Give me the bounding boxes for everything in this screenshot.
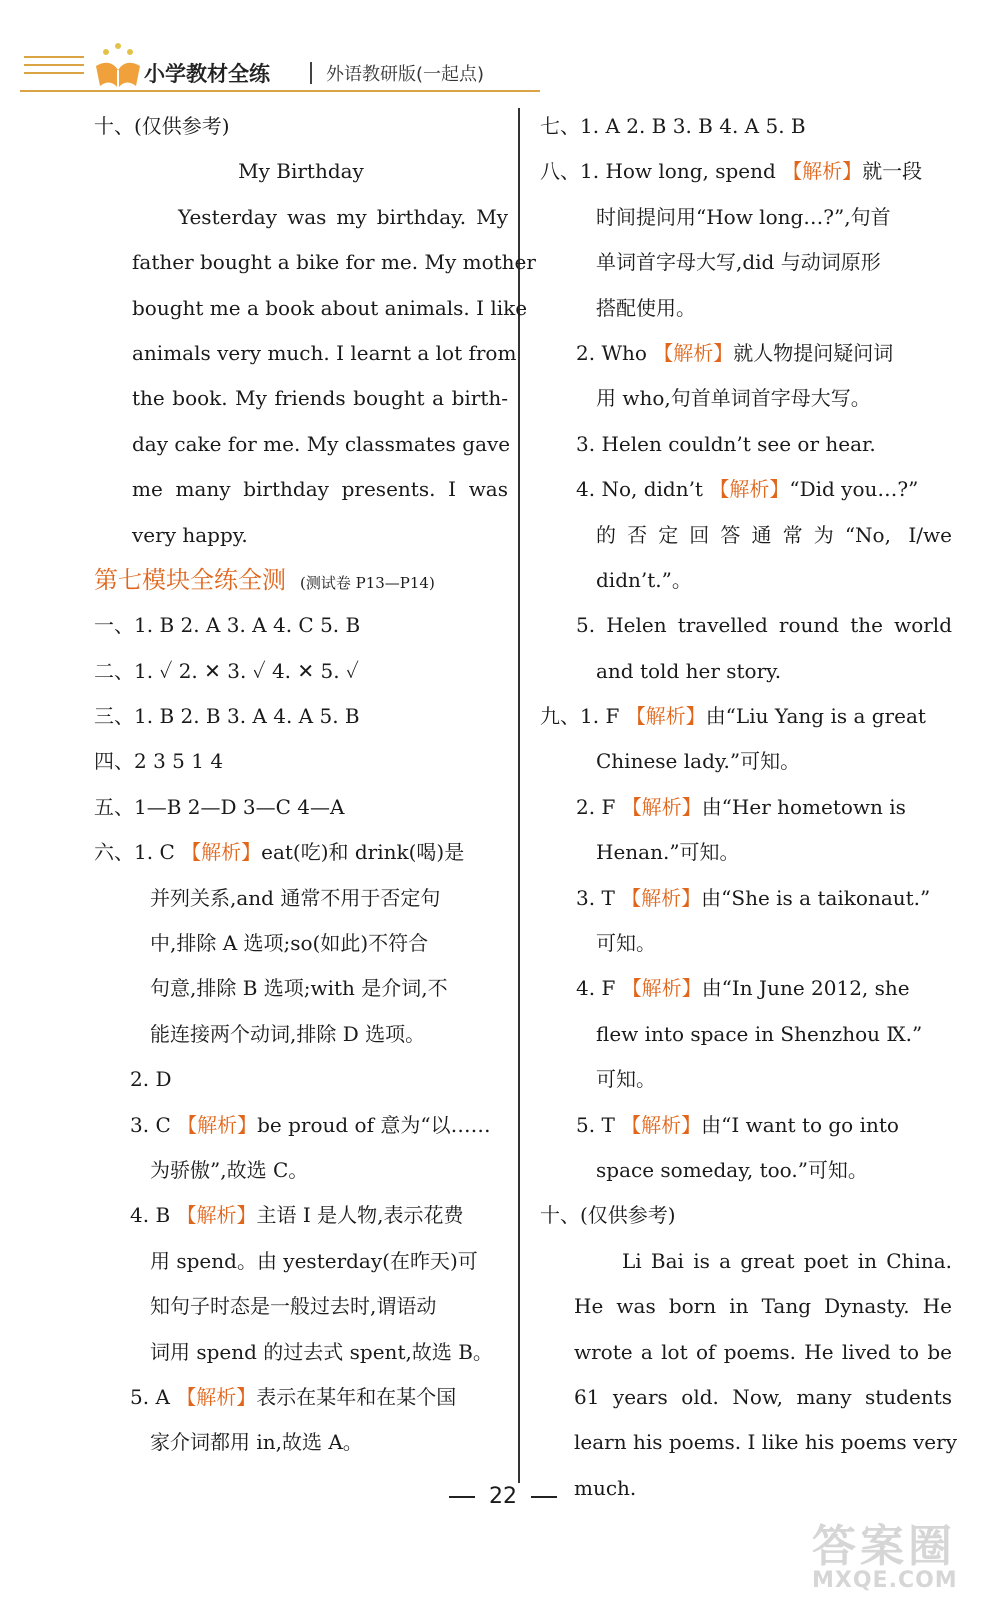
answer-item: 5. Helen travelled round the world (576, 613, 952, 638)
essay-line: the book. My friends bought a birth- (132, 386, 508, 411)
answer-row: 四、2 3 5 1 4 (94, 749, 224, 774)
essay-line: He was born in Tang Dynasty. He (574, 1294, 952, 1319)
answer-row: 三、1. B 2. B 3. A 4. A 5. B (94, 704, 360, 729)
answer-item (540, 876, 952, 921)
answer-item (94, 830, 508, 875)
page-header (20, 40, 540, 96)
answer-item (540, 331, 952, 376)
analysis-text: 由“In June 2012, she (701, 976, 910, 1001)
essay-line: animals very much. I learnt a lot from (132, 340, 517, 365)
analysis-tag: 【解析】 (181, 840, 262, 865)
essay-line: Li Bai is a great poet in China. (622, 1248, 952, 1273)
essay-line: me many birthday presents. I was (132, 477, 508, 502)
section-10-label: 十、(仅供参考) (94, 114, 230, 138)
answer-head: 八、1. How long, spend (540, 159, 776, 184)
answer-item: 2. D (130, 1067, 172, 1092)
answer-head: 九、1. F (540, 704, 620, 729)
analysis-line: 单词首字母大写,did 与动词原形 (596, 250, 881, 275)
answer-head: 5. A (130, 1384, 170, 1409)
answer-head: 4. F (576, 976, 616, 1001)
answer-item (540, 785, 952, 830)
book-title: 小学教材全练 (144, 62, 270, 86)
answer-row: 二、1. ✓ 2. ✕ 3. ✓ 4. ✕ 5. ✓ (94, 658, 359, 683)
analysis-line: 词用 spend 的过去式 spent,故选 B。 (150, 1339, 493, 1364)
analysis-line: 用 spend。由 yesterday(在昨天)可 (150, 1248, 478, 1273)
analysis-text: 由“Liu Yang is a great (705, 704, 926, 729)
answer-head: 5. T (576, 1112, 615, 1137)
essay-line: day cake for me. My classmates gave (132, 431, 511, 456)
answer-head: 2. Who (576, 340, 647, 365)
analysis-text: 就一段 (862, 159, 923, 184)
essay-line: much. (574, 1475, 637, 1500)
analysis-text: eat(吃)和 drink(喝)是 (261, 840, 465, 865)
essay-line: Yesterday was my birthday. My (178, 204, 508, 229)
open-book-icon (90, 40, 146, 92)
analysis-line: 能连接两个动词,排除 D 选项。 (150, 1021, 426, 1046)
analysis-line: 家介词都用 in,故选 A。 (150, 1430, 363, 1455)
right-column (540, 104, 957, 1511)
analysis-line: 可知。 (596, 1067, 656, 1092)
analysis-text: “Did you…?” (789, 477, 919, 502)
analysis-tag: 【解析】 (709, 477, 790, 502)
answer-head: 4. No, didn’t (576, 477, 703, 502)
answer-row: 五、1—B 2—D 3—C 4—A (94, 794, 345, 819)
analysis-tag: 【解析】 (621, 1112, 702, 1137)
page-number-value: 22 (489, 1484, 517, 1509)
analysis-text: be proud of 意为“以…… (257, 1112, 491, 1137)
watermark (812, 1510, 982, 1593)
answer-head: 4. B (130, 1203, 171, 1228)
analysis-line: 时间提问用“How long…?”,句首 (596, 204, 891, 229)
analysis-line: and told her story. (596, 658, 782, 683)
essay-line: wrote a lot of poems. He lived to be (574, 1339, 952, 1364)
answer-item (94, 1193, 508, 1238)
essay-title: My Birthday (238, 159, 364, 184)
analysis-tag: 【解析】 (176, 1384, 257, 1409)
analysis-text: 就人物提问疑问词 (733, 340, 894, 365)
answer-item (540, 966, 952, 1011)
answer-item (94, 1103, 508, 1148)
book-edition: 外语教研版(一起点) (326, 64, 485, 85)
analysis-text: 由“Her hometown is (701, 794, 906, 819)
analysis-line: Chinese lady.”可知。 (596, 749, 801, 774)
header-underline (20, 90, 540, 92)
analysis-tag: 【解析】 (621, 976, 702, 1001)
answer-item (540, 1103, 952, 1148)
analysis-text: 表示在某年和在某个国 (256, 1384, 457, 1409)
analysis-line: 中,排除 A 选项;so(如此)不符合 (150, 931, 429, 956)
essay-line: very happy. (132, 522, 248, 547)
analysis-line: 知句子时态是一般过去时,谓语动 (150, 1294, 437, 1319)
answer-row: 七、1. A 2. B 3. B 4. A 5. B (540, 114, 806, 138)
analysis-line: 为骄傲”,故选 C。 (150, 1157, 309, 1182)
essay-line: bought me a book about animals. I like (132, 295, 528, 320)
analysis-line: 的否定回答通常为“No, I/we (596, 522, 952, 547)
analysis-text: 由“I want to go into (701, 1112, 899, 1137)
essay-line: 61 years old. Now, many students (574, 1384, 952, 1409)
answer-head: 六、1. C (94, 840, 175, 865)
answer-item (94, 1375, 508, 1420)
essay-line: learn his poems. I like his poems very (574, 1430, 957, 1455)
answer-item (540, 467, 952, 512)
analysis-line: 搭配使用。 (596, 295, 696, 320)
page-number-dash (449, 1496, 475, 1498)
essay-line: father bought a bike for me. My mother (132, 250, 536, 275)
analysis-line: 句意,排除 B 选项;with 是介词,不 (150, 976, 448, 1001)
analysis-text: 主语 I 是人物,表示花费 (256, 1203, 464, 1228)
watermark-logo: 答案圈 (812, 1521, 956, 1572)
answer-head: 3. C (130, 1112, 171, 1137)
answer-item (540, 694, 952, 739)
answer-item: 3. Helen couldn’t see or hear. (576, 431, 876, 456)
module-heading (94, 558, 508, 603)
analysis-line: 并列关系,and 通常不用于否定句 (150, 885, 441, 910)
analysis-line: flew into space in Shenzhou Ⅸ.” (596, 1021, 923, 1046)
analysis-tag: 【解析】 (653, 340, 734, 365)
analysis-tag: 【解析】 (621, 794, 702, 819)
section-10-label: 十、(仅供参考) (540, 1203, 676, 1228)
module-test-pages: (测试卷 P13—P14) (300, 573, 435, 592)
analysis-text: 由“She is a taikonaut.” (701, 885, 931, 910)
analysis-line: 用 who,句首单词首字母大写。 (596, 386, 871, 411)
analysis-line: Henan.”可知。 (596, 840, 740, 865)
analysis-tag: 【解析】 (782, 159, 863, 184)
header-separator (310, 62, 312, 84)
watermark-url: MXQE.COM (812, 1568, 958, 1593)
analysis-line: 可知。 (596, 931, 656, 956)
page-number-dash (531, 1496, 557, 1498)
answer-item (540, 149, 952, 194)
analysis-line: didn’t.”。 (596, 567, 692, 592)
module-title: 第七模块全练全测 (94, 565, 286, 594)
left-column (94, 104, 536, 1466)
answer-row: 一、1. B 2. A 3. A 4. C 5. B (94, 613, 361, 638)
header-decor-lines (24, 56, 84, 84)
analysis-tag: 【解析】 (625, 704, 706, 729)
analysis-line: space someday, too.”可知。 (596, 1157, 868, 1182)
analysis-tag: 【解析】 (621, 885, 702, 910)
analysis-tag: 【解析】 (177, 1112, 258, 1137)
answer-head: 2. F (576, 794, 616, 819)
analysis-tag: 【解析】 (176, 1203, 257, 1228)
page-number (0, 1484, 1006, 1509)
answer-head: 3. T (576, 885, 615, 910)
